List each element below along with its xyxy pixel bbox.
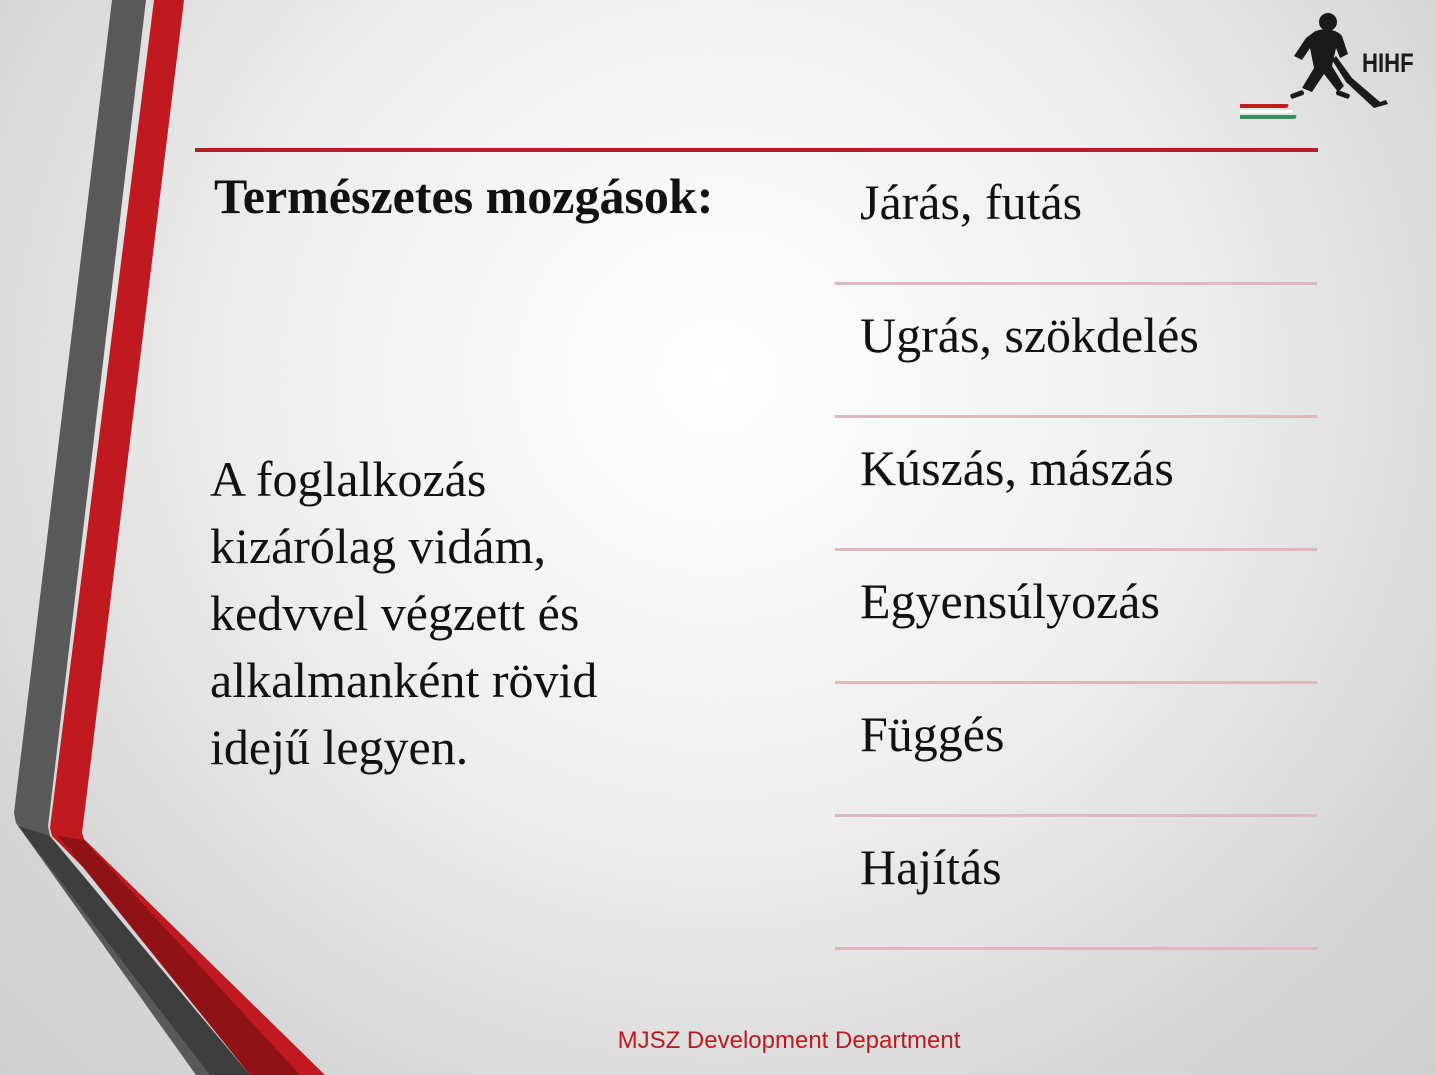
list-item-label: Függés	[860, 706, 1005, 762]
footer-text: MJSZ Development Department	[617, 1027, 961, 1054]
slide-heading: Természetes mozgások:	[214, 168, 714, 224]
list-item	[835, 285, 1317, 418]
flag-stripe-green	[1240, 115, 1297, 119]
list-item-label: Kúszás, mászás	[860, 440, 1174, 496]
flag-stripe-white	[1240, 110, 1293, 113]
body-line: idejű legyen.	[210, 719, 469, 775]
list-item	[835, 152, 1317, 285]
body-line: kizárólag vidám,	[210, 518, 546, 574]
flag-stripe-red	[1240, 104, 1289, 108]
body-paragraph	[210, 446, 730, 781]
list-item	[835, 551, 1317, 684]
logo-text: HIHF	[1362, 48, 1414, 78]
list-item	[835, 817, 1317, 950]
body-line: alkalmanként rövid	[210, 652, 598, 708]
movement-list	[835, 152, 1317, 950]
body-line: A foglalkozás	[210, 451, 487, 507]
list-item-label: Járás, futás	[860, 174, 1083, 230]
list-item-label: Hajítás	[860, 839, 1002, 895]
list-item	[835, 684, 1317, 817]
list-item-label: Ugrás, szökdelés	[860, 307, 1199, 363]
list-item-label: Egyensúlyozás	[860, 573, 1160, 629]
list-item	[835, 418, 1317, 551]
body-line: kedvvel végzett és	[210, 585, 580, 641]
